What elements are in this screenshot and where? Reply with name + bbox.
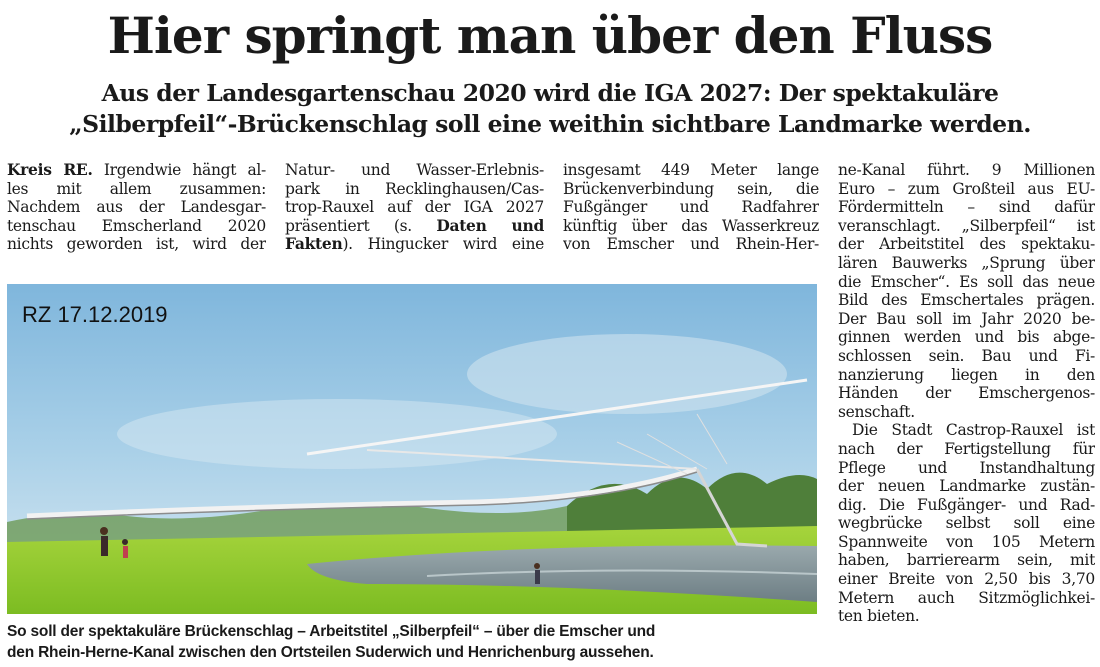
text-line: Pflege und Instandhaltung bbox=[838, 458, 1095, 477]
dateline: Kreis RE. bbox=[7, 161, 93, 179]
text-line: park in Recklinghausen/Cas- bbox=[285, 179, 544, 198]
cloud bbox=[117, 399, 557, 469]
text-line bbox=[285, 235, 544, 254]
text-span: ). Hingucker wird eine bbox=[342, 235, 544, 254]
text-line: nach der Fertigstellung für bbox=[838, 439, 1095, 458]
text-line: von Emscher und Rhein-Her- bbox=[563, 235, 819, 254]
article-column-4 bbox=[838, 161, 1095, 626]
text-span: Irgendwie hängt al- bbox=[92, 161, 266, 179]
text-line: Brückenverbindung sein, die bbox=[563, 179, 819, 198]
cloud bbox=[467, 334, 787, 414]
text-line bbox=[7, 161, 266, 180]
text-line: Fördermitteln – sind dafür bbox=[838, 198, 1095, 217]
subheadline bbox=[20, 78, 1080, 140]
text-line: Nachdem aus der Landesgar- bbox=[7, 198, 266, 217]
bridge-photo bbox=[7, 284, 817, 614]
text-line: der neuen Landmarke zustän- bbox=[838, 477, 1095, 496]
caption-line: den Rhein-Herne-Kanal zwischen den Ortsteilen Suderwich und Henrichenburg aussehen. bbox=[7, 644, 654, 661]
text-line: ten bieten. bbox=[838, 607, 920, 626]
subheadline-line: Aus der Landesgartenschau 2020 wird die IGA 2027: Der spektakuläre bbox=[101, 79, 999, 107]
headline: Hier springt man über den Fluss bbox=[107, 6, 993, 65]
cross-reference: Daten und bbox=[436, 215, 544, 235]
text-line: die Emscher“. Es soll das neue bbox=[838, 272, 1095, 291]
text-line: ginnen werden und bis abge- bbox=[838, 328, 1095, 347]
text-line: Die Stadt Castrop-Rauxel ist bbox=[852, 421, 1095, 440]
text-line: schlossen sein. Bau und Fi- bbox=[838, 346, 1095, 365]
article-column-1 bbox=[7, 161, 266, 254]
text-line: künftig über das Wasserkreuz bbox=[563, 216, 819, 235]
text-line: der Arbeitstitel des spektaku- bbox=[838, 235, 1095, 254]
text-line: tenschau Emscherland 2020 bbox=[7, 216, 266, 235]
text-line: Der Bau soll im Jahr 2020 be- bbox=[838, 309, 1095, 328]
article-column-2 bbox=[285, 161, 544, 254]
text-line: senschaft. bbox=[838, 402, 915, 421]
text-line: haben, barrierearm sein, mit bbox=[838, 551, 1095, 570]
text-line: les mit allem zusammen: bbox=[7, 179, 266, 198]
text-line: trop-Rauxel auf der IGA 2027 bbox=[285, 198, 544, 217]
text-line: wegbrücke selbst soll eine bbox=[838, 514, 1095, 533]
text-line: einer Breite von 2,50 bis 3,70 bbox=[838, 570, 1095, 589]
text-line: lären Bauwerks „Sprung über bbox=[838, 253, 1095, 272]
text-line: veranschlagt. „Silberpfeil“ ist bbox=[838, 216, 1095, 235]
text-line: insgesamt 449 Meter lange bbox=[563, 161, 819, 179]
text-line: dig. Die Fußgänger- und Rad- bbox=[838, 495, 1095, 514]
text-line: ne-Kanal führt. 9 Millionen bbox=[838, 161, 1095, 179]
text-line: Euro – zum Großteil aus EU- bbox=[838, 179, 1095, 198]
text-line: Metern auch Sitzmöglichkei- bbox=[838, 588, 1095, 607]
bridge-illustration bbox=[7, 284, 817, 614]
text-line: Bild des Emschertales prägen. bbox=[838, 291, 1095, 310]
caption-line: So soll der spektakuläre Brückenschlag – Arbeitstitel „Silberpfeil“ – über die Emscher und bbox=[7, 623, 656, 640]
text-line: Händen der Emschergenos- bbox=[838, 384, 1095, 403]
text-line: Natur- und Wasser-Erlebnis- bbox=[285, 161, 544, 179]
text-span: präsentiert (s. bbox=[285, 216, 437, 235]
subheadline-line: „Silberpfeil“-Brückenschlag soll eine weithin sichtbare Landmarke werden. bbox=[69, 110, 1031, 138]
photo-caption bbox=[7, 621, 819, 663]
text-line: Spannweite von 105 Metern bbox=[838, 532, 1095, 551]
text-line: nichts geworden ist, wird der bbox=[7, 235, 266, 254]
photo-date-stamp: RZ 17.12.2019 bbox=[22, 302, 168, 327]
cross-reference: Fakten bbox=[285, 234, 343, 254]
text-line bbox=[285, 217, 544, 236]
article-column-3 bbox=[563, 161, 819, 254]
text-line: nanzierung liegen in den bbox=[838, 365, 1095, 384]
text-line: Fußgänger und Radfahrer bbox=[563, 198, 819, 217]
